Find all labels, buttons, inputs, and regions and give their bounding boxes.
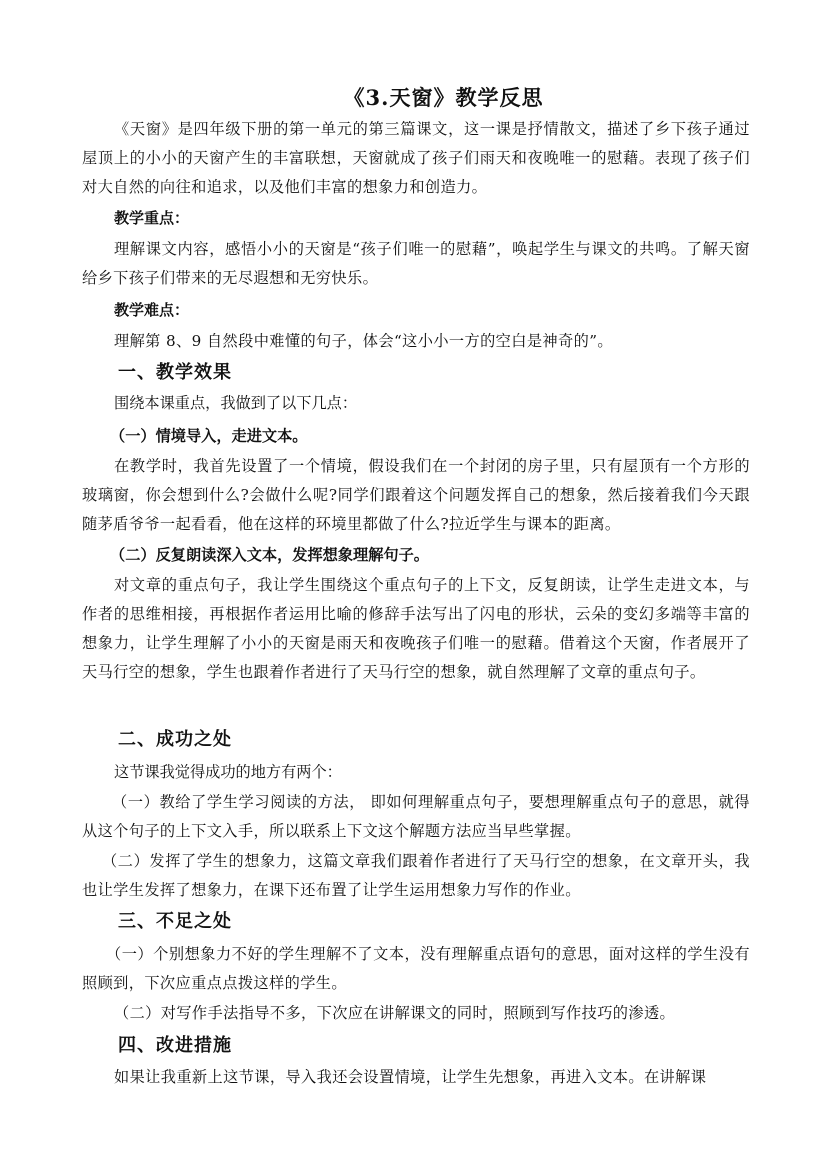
shortcoming-item-2: （二）对写作手法指导不多，下次应在讲解课文的同时，照顾到写作技巧的渗透。 (114, 1004, 676, 1022)
shortcoming-item-1: （一）个别想象力不好的学生理解不了文本，没有理解重点语句的意思，面对这样的学生没有照顾到，下次应重点点拨这样的学生。 (82, 945, 750, 992)
improvement-paragraph: 如果让我重新上这节课，导入我还会设置情境，让学生先想象，再进入文本。在讲解课 (114, 1068, 707, 1086)
situation-paragraph: 在教学时，我首先设置了一个情境，假设我们在一个封闭的房子里，只有屋顶有一个方形的玻璃窗，你会想到什么?会做什么呢?同学们跟着这个问题发挥自己的想象，然后接着我们今天跟随茅盾爷爷一起看看，他在这样的环境里都做了什么?拉近学生与课本的距离。 (82, 457, 750, 533)
page-title: 《3.天窗》教学反思 (343, 85, 544, 110)
sub-heading-situation: （一）情境导入，走进文本。 (110, 427, 308, 445)
sub-heading-reading: （二）反复朗读深入文本，发挥想象理解句子。 (110, 546, 429, 564)
success-item-2: （二）发挥了学生的想象力，这篇文章我们跟着作者进行了天马行空的想象，在文章开头，我也让学生发挥了想象力，在课下还布置了让学生运用想象力写作的作业。 (82, 852, 750, 899)
intro-paragraph: 《天窗》是四年级下册的第一单元的第三篇课文，这一课是抒情散文，描述了乡下孩子通过屋顶上的小小的天窗产生的丰富联想，天窗就成了孩子们雨天和夜晚唯一的慰藉。表现了孩子们对大自然的向往和追求，以及他们丰富的想象力和创造力。 (82, 120, 750, 196)
reading-paragraph: 对文章的重点句子，我让学生围绕这个重点句子的上下文，反复朗读，让学生走进文本，与作者的思维相接，再根据作者运用比喻的修辞手法写出了闪电的形状，云朵的变幻多端等丰富的想象力，让学生理解了小小的天窗是雨天和夜晚孩子们唯一的慰藉。借着这个天窗，作者展开了天马行空的想象，学生也跟着作者进行了天马行空的想象，就自然理解了文章的重点句子。 (82, 576, 750, 681)
section2-intro: 这节课我觉得成功的地方有两个： (114, 763, 342, 781)
key-points-label: 教学重点： (114, 209, 190, 227)
section-heading-improvement: 四、改进措施 (118, 1035, 232, 1056)
section1-intro: 围绕本课重点，我做到了以下几点： (114, 394, 357, 412)
difficult-points-label: 教学难点： (114, 301, 190, 319)
key-points-text: 理解课文内容，感悟小小的天窗是“孩子们唯一的慰藉”，唤起学生与课文的共鸣。了解天窗给乡下孩子们带来的无尽遐想和无穷快乐。 (82, 240, 750, 287)
section-heading-success: 二、成功之处 (118, 729, 232, 750)
difficult-points-text: 理解第 8、9 自然段中难懂的句子，体会“这小小一方的空白是神奇的”。 (114, 332, 613, 350)
section-heading-effect: 一、教学效果 (118, 362, 232, 383)
section-heading-shortcomings: 三、不足之处 (118, 911, 232, 932)
success-item-1: （一）教给了学生学习阅读的方法， 即如何理解重点句子，要想理解重点句子的意思，就得从这个句子的上下文入手，所以联系上下文这个解题方法应当早些掌握。 (82, 793, 750, 840)
